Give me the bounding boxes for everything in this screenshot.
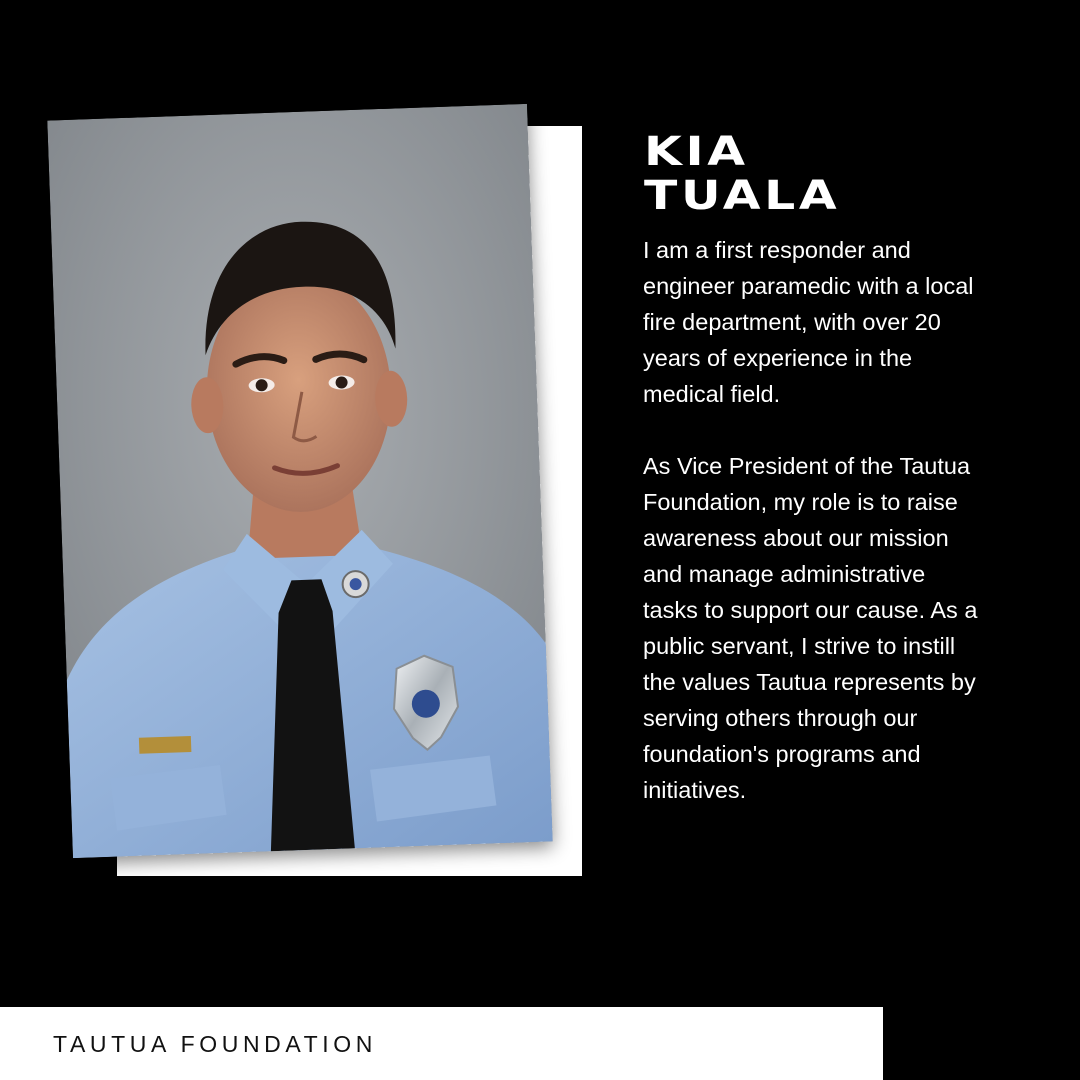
portrait-photo (47, 104, 552, 858)
person-last-name: TUALA (644, 173, 841, 219)
person-first-name: KIA (644, 129, 749, 175)
footer-brand: TAUTUA FOUNDATION (53, 1031, 377, 1057)
bio-paragraph-2: As Vice President of the Tautua Foundation, my role is to raise awareness about our mission and manage administrative tasks to support our cause. As a public servant, I strive to instill the values Tautua represents by serving others through our foundation's programs and initiatives. (643, 453, 978, 803)
footer-bar (0, 1007, 883, 1080)
person-bio (643, 232, 978, 808)
person-name (644, 130, 1080, 218)
bio-paragraph-1: I am a first responder and engineer paramedic with a local fire department, with over 20 years of experience in the medical field. (643, 237, 974, 407)
